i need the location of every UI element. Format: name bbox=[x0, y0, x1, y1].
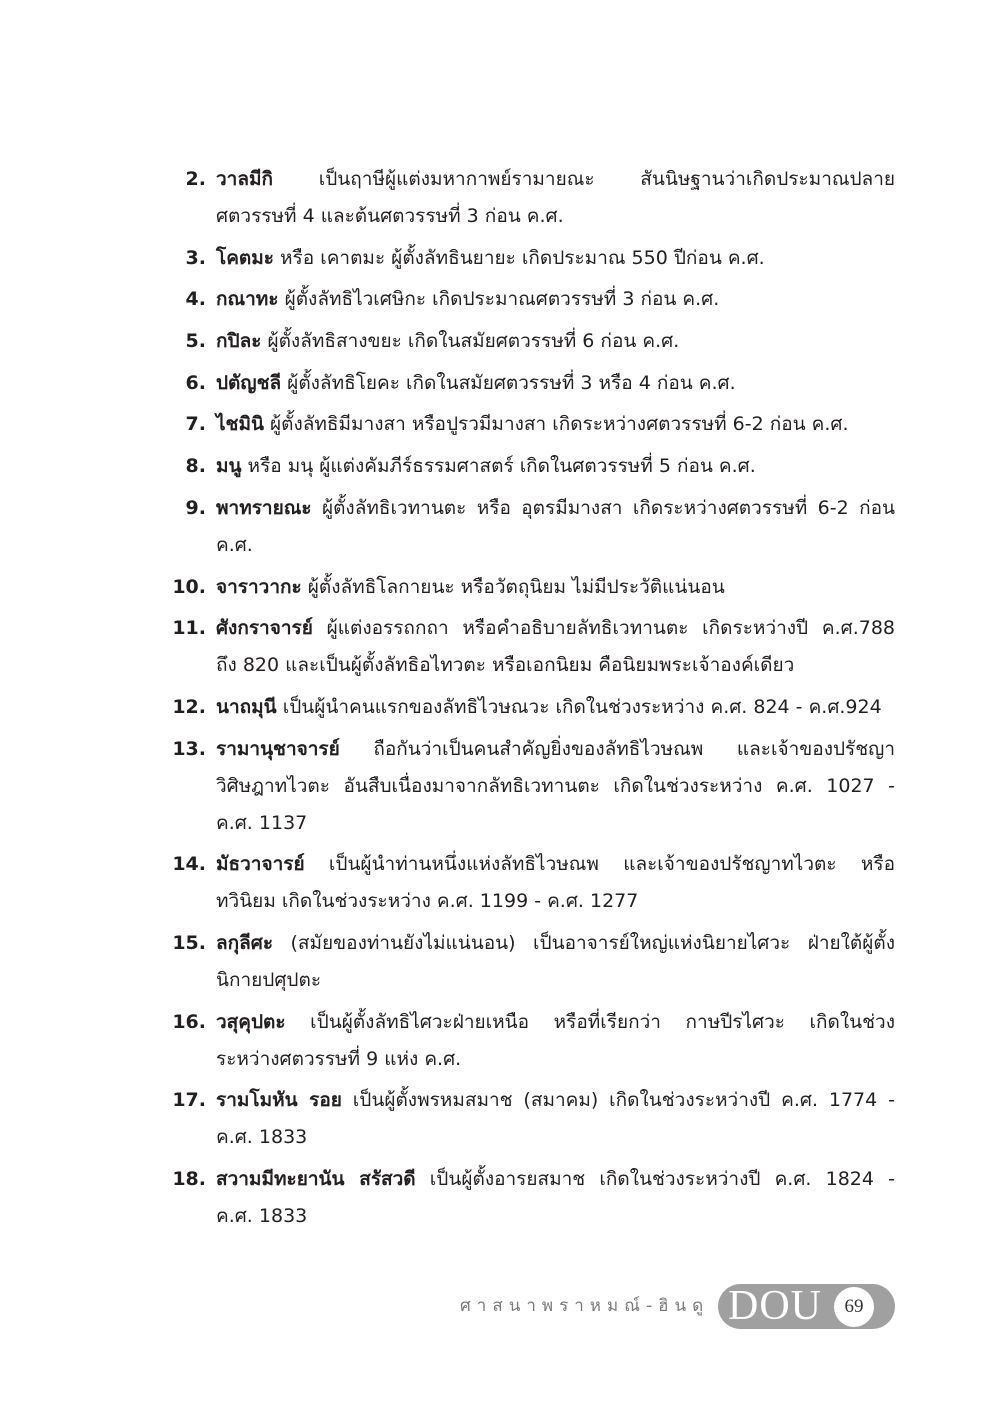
item-line bbox=[216, 161, 895, 198]
item-number: 15. bbox=[172, 931, 206, 954]
item-number: 12. bbox=[172, 695, 206, 718]
item-line-text: ถือกันว่าเป็นคนสำคัญยิ่งของลัทธิไวษณพ และเจ้าของปรัชญา bbox=[339, 737, 895, 760]
list-item bbox=[160, 240, 895, 277]
item-number: 13. bbox=[172, 737, 206, 760]
item-line bbox=[216, 490, 895, 527]
list-item bbox=[160, 731, 895, 842]
item-number: 8. bbox=[185, 455, 206, 478]
item-line: วิศิษฎาทไวตะ อันสืบเนื่องมาจากลัทธิเวทานตะ เกิดในช่วงระหว่าง ค.ศ. 1027 - bbox=[216, 774, 895, 797]
list-item bbox=[160, 925, 895, 999]
list-item bbox=[160, 610, 895, 684]
item-number: 7. bbox=[185, 413, 206, 436]
list-item bbox=[160, 689, 895, 726]
item-text bbox=[216, 569, 895, 606]
item-term: ปตัญชลี bbox=[216, 371, 282, 394]
item-line-text: ผู้ตั้งลัทธิสางขยะ เกิดในสมัยศตวรรษที่ 6 ก่อน ค.ศ. bbox=[261, 330, 680, 353]
item-line bbox=[216, 846, 895, 883]
item-term: กณาทะ bbox=[216, 288, 279, 311]
item-number: 3. bbox=[185, 246, 206, 269]
item-line: ค.ศ. 1833 bbox=[216, 1205, 308, 1227]
item-line bbox=[216, 569, 895, 606]
item-number: 9. bbox=[185, 496, 206, 519]
list-item bbox=[160, 406, 895, 443]
item-term: วาลมีกิ bbox=[216, 168, 274, 190]
item-line bbox=[216, 406, 895, 443]
item-term: จาราวากะ bbox=[216, 575, 302, 598]
item-term: โคตมะ bbox=[216, 246, 274, 269]
item-number: 5. bbox=[185, 330, 206, 353]
publisher-badge bbox=[718, 1284, 895, 1329]
item-line: ค.ศ. bbox=[216, 533, 253, 556]
list-item bbox=[160, 161, 895, 235]
item-text bbox=[216, 846, 895, 920]
item-line bbox=[216, 1082, 895, 1119]
item-text bbox=[216, 323, 895, 360]
list-item bbox=[160, 365, 895, 402]
publisher-logo-text: DOU bbox=[728, 1283, 822, 1329]
item-number: 2. bbox=[185, 168, 206, 190]
item-line-text: เป็นผู้นำคนแรกของลัทธิไวษณวะ เกิดในช่วงระหว่าง ค.ศ. 824 - ค.ศ.924 bbox=[276, 695, 882, 718]
item-line bbox=[216, 925, 895, 962]
item-text bbox=[216, 731, 895, 842]
item-term: ไชมินิ bbox=[216, 413, 264, 436]
item-text bbox=[216, 689, 895, 726]
item-number: 6. bbox=[185, 371, 206, 394]
list-item bbox=[160, 490, 895, 564]
list-item bbox=[160, 1004, 895, 1078]
item-line bbox=[216, 610, 895, 647]
item-line-text: ผู้แต่งอรรถกถา หรือคำอธิบายลัทธิเวทานตะ เกิดระหว่างปี ค.ศ.788 bbox=[312, 617, 895, 640]
item-line: ศตวรรษที่ 4 และต้นศตวรรษที่ 3 ก่อน ค.ศ. bbox=[216, 205, 564, 227]
item-line: ค.ศ. 1833 bbox=[216, 1126, 308, 1149]
item-line-text: ผู้ตั้งลัทธิไวเศษิกะ เกิดประมาณศตวรรษที่ 3 ก่อน ค.ศ. bbox=[278, 288, 720, 311]
item-term: วสุคุปตะ bbox=[216, 1010, 286, 1033]
item-term: พาทรายณะ bbox=[216, 496, 312, 519]
page-number: 69 bbox=[834, 1287, 874, 1327]
item-text bbox=[216, 1004, 895, 1078]
item-term: สวามมีทะยานัน สรัสวดี bbox=[216, 1168, 416, 1190]
item-line bbox=[216, 240, 895, 277]
item-line bbox=[216, 689, 895, 726]
item-text bbox=[216, 281, 895, 318]
item-number: 16. bbox=[172, 1010, 206, 1033]
item-term: มนู bbox=[216, 455, 242, 478]
item-number: 14. bbox=[172, 853, 206, 876]
item-line-text: (สมัยของท่านยังไม่แน่นอน) เป็นอาจารย์ใหญ่แห่งนิยายไศวะ ฝ่ายใต้ผู้ตั้ง bbox=[273, 931, 895, 954]
list-item bbox=[160, 323, 895, 360]
item-text bbox=[216, 925, 895, 999]
list-item bbox=[160, 569, 895, 606]
item-number: 11. bbox=[172, 617, 206, 640]
item-text bbox=[216, 448, 895, 485]
item-text bbox=[216, 1161, 895, 1235]
item-line-text: ผู้ตั้งลัทธิโยคะ เกิดในสมัยศตวรรษที่ 3 หรือ 4 ก่อน ค.ศ. bbox=[281, 371, 736, 394]
item-term: รามานุชาจารย์ bbox=[216, 737, 340, 760]
item-term: มัธวาจารย์ bbox=[216, 853, 305, 876]
item-term: กปิละ bbox=[216, 330, 262, 353]
item-text bbox=[216, 406, 895, 443]
item-line-text: ผู้ตั้งลัทธิมีมางสา หรือปูรวมีมางสา เกิดระหว่างศตวรรษที่ 6-2 ก่อน ค.ศ. bbox=[263, 413, 849, 436]
item-line-text: หรือ มนุ ผู้แต่งคัมภีร์ธรรมศาสตร์ เกิดในศตวรรษที่ 5 ก่อน ค.ศ. bbox=[241, 455, 756, 478]
item-line bbox=[216, 323, 895, 360]
list-item bbox=[160, 1082, 895, 1156]
item-line-text: เป็นผู้ตั้งอารยสมาช เกิดในช่วงระหว่างปี ค.ศ. 1824 - bbox=[415, 1168, 895, 1190]
item-line bbox=[216, 281, 895, 318]
item-line bbox=[216, 448, 895, 485]
item-text bbox=[216, 490, 895, 564]
item-line bbox=[216, 731, 895, 768]
item-line-text: เป็นฤาษีผู้แต่งมหากาพย์รามายณะ สันนิษฐานว่าเกิดประมาณปลาย bbox=[273, 168, 895, 190]
list-item bbox=[160, 1161, 895, 1235]
item-number: 17. bbox=[172, 1089, 206, 1112]
item-line-text: หรือ เคาตมะ ผู้ตั้งลัทธินยายะ เกิดประมาณ 550 ปีก่อน ค.ศ. bbox=[273, 246, 765, 269]
item-line: นิกายปศุปตะ bbox=[216, 968, 322, 991]
item-term: รามโมหัน รอย bbox=[216, 1089, 342, 1112]
item-number: 4. bbox=[185, 288, 206, 311]
item-line-text: เป็นผู้นำท่านหนึ่งแห่งลัทธิไวษณพ และเจ้าของปรัชญาทไวตะ หรือ bbox=[304, 853, 895, 876]
item-text bbox=[216, 610, 895, 684]
item-text bbox=[216, 161, 895, 235]
item-line: ระหว่างศตวรรษที่ 9 แห่ง ค.ศ. bbox=[216, 1047, 462, 1070]
item-number: 10. bbox=[172, 575, 206, 598]
item-text bbox=[216, 240, 895, 277]
item-term: นาถมุนี bbox=[216, 695, 277, 718]
numbered-list bbox=[160, 161, 895, 1240]
item-line bbox=[216, 1161, 895, 1198]
item-line-text: ผู้ตั้งลัทธิโลกายนะ หรือวัตถุนิยม ไม่มีประวัติแน่นอน bbox=[301, 575, 725, 598]
item-line-text: เป็นผู้ตั้งพรหมสมาช (สมาคม) เกิดในช่วงระหว่างปี ค.ศ. 1774 - bbox=[341, 1089, 895, 1112]
item-line: ถึง 820 และเป็นผู้ตั้งลัทธิอไทวตะ หรือเอกนิยม คือนิยมพระเจ้าองค์เดียว bbox=[216, 654, 795, 677]
list-item bbox=[160, 846, 895, 920]
item-line: ค.ศ. 1137 bbox=[216, 811, 308, 834]
item-text bbox=[216, 365, 895, 402]
item-line-text: เป็นผู้ตั้งลัทธิไศวะฝ่ายเหนือ หรือที่เรียกว่า กาษปีรไศวะ เกิดในช่วง bbox=[285, 1010, 895, 1033]
running-footer-subject: ศาสนาพราหมณ์-ฮินดู bbox=[460, 1296, 710, 1316]
item-line: ทวินิยม เกิดในช่วงระหว่าง ค.ศ. 1199 - ค.ศ. 1277 bbox=[216, 890, 639, 913]
list-item bbox=[160, 281, 895, 318]
item-line bbox=[216, 1004, 895, 1041]
item-line-text: ผู้ตั้งลัทธิเวทานตะ หรือ อุตรมีมางสา เกิดระหว่างศตวรรษที่ 6-2 ก่อน bbox=[311, 496, 895, 519]
list-item bbox=[160, 448, 895, 485]
item-term: ศังกราจารย์ bbox=[216, 617, 313, 640]
item-text bbox=[216, 1082, 895, 1156]
item-line bbox=[216, 365, 895, 402]
item-number: 18. bbox=[172, 1168, 206, 1190]
item-term: ลกุลีศะ bbox=[216, 931, 274, 954]
